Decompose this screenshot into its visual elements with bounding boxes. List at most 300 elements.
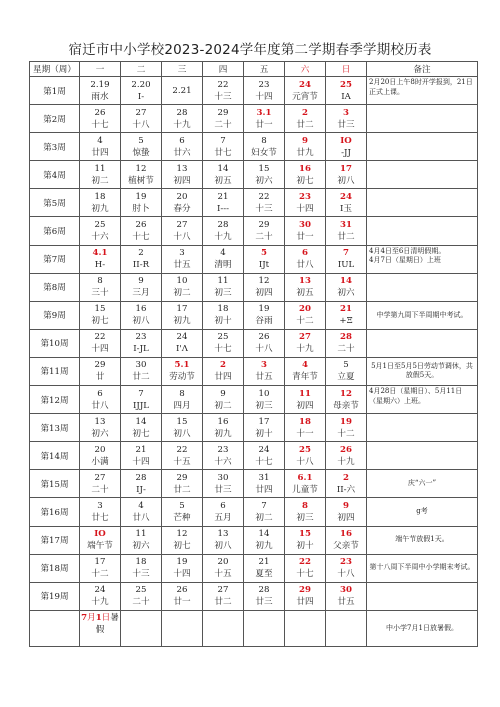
day-cell (162, 301, 203, 329)
day-lunar: 廿一 (296, 232, 314, 243)
day-date: 25 (340, 79, 352, 90)
day-date: 19 (176, 557, 188, 568)
day-lunar: 十四 (255, 91, 273, 102)
day-cell (80, 301, 121, 329)
day-date: 26 (176, 585, 188, 596)
day-lunar: 初二 (173, 288, 191, 299)
day-lunar: 劳动节 (169, 372, 195, 383)
day-cell (244, 133, 285, 161)
day-date: 24 (258, 444, 270, 455)
day-date: 15 (258, 163, 270, 174)
note-cell (367, 582, 478, 610)
day-lunar: 十三 (214, 91, 232, 102)
day-cell (285, 610, 326, 646)
day-date: 11 (299, 388, 311, 399)
day-date (81, 613, 110, 623)
day-date: 30 (217, 472, 229, 483)
day-lunar: 十七 (91, 119, 109, 130)
note-cell (367, 470, 478, 498)
day-cell (326, 554, 367, 582)
day-date: 8 (97, 276, 103, 287)
day-lunar: 初八 (337, 175, 355, 186)
day-lunar: 夏至 (255, 569, 273, 580)
note-text: 5月1日至5月5日劳动节调休，共放假5天。 (371, 361, 473, 380)
day-cell (121, 105, 162, 133)
day-date: 14 (340, 276, 352, 287)
day-lunar: 初七 (132, 428, 150, 439)
day-date: 29 (94, 360, 106, 371)
day-lunar: 芒种 (173, 512, 191, 523)
day-cell (285, 329, 326, 357)
day-cell (326, 414, 367, 442)
day-cell (80, 161, 121, 189)
day-lunar: 十四 (296, 203, 314, 214)
day-lunar: 十六 (214, 456, 232, 467)
day-date: 14 (135, 416, 147, 427)
day-lunar: -JJ (341, 147, 351, 158)
day-date: 3.1 (256, 107, 272, 118)
day-date: 13 (176, 163, 188, 174)
day-cell (121, 217, 162, 245)
day-lunar: 廿八 (132, 512, 150, 523)
header-mon: 一 (80, 62, 121, 77)
note-cell (367, 273, 478, 301)
day-cell (285, 554, 326, 582)
day-cell (80, 77, 121, 105)
day-date: 22 (176, 444, 188, 455)
day-lunar: 廿 (95, 372, 105, 383)
day-cell (80, 273, 121, 301)
day-date: 29 (217, 107, 229, 118)
day-cell (80, 414, 121, 442)
note-text: 4月7日（星期日）上班 (369, 256, 441, 265)
day-lunar: 十七 (132, 232, 150, 243)
day-lunar: 廿二 (337, 232, 355, 243)
day-lunar: 初六 (132, 541, 150, 552)
note-cell (367, 189, 478, 217)
day-lunar: IJ- (136, 484, 146, 495)
day-cell (203, 470, 244, 498)
day-lunar: 廿二 (296, 119, 314, 130)
day-date: 16 (299, 163, 311, 174)
day-lunar: I'Λ (176, 344, 188, 355)
day-date: 12 (258, 276, 270, 287)
day-cell (244, 610, 285, 646)
day-cell (285, 442, 326, 470)
day-date: 11 (217, 276, 229, 287)
header-tue: 二 (121, 62, 162, 77)
day-lunar: 青年节 (292, 372, 318, 383)
day-lunar: 十九 (214, 232, 232, 243)
day-date: 20 (299, 304, 311, 315)
week-label: 第4周 (30, 161, 80, 189)
day-cell (326, 526, 367, 554)
note-text: 2月20日上午8时开学报到，21日正式上课。 (369, 78, 473, 96)
header-notes: 备注 (367, 62, 478, 77)
day-cell (121, 357, 162, 385)
day-cell (162, 189, 203, 217)
day-date: 30 (135, 360, 147, 371)
day-lunar: 初八 (173, 428, 191, 439)
day-cell (162, 526, 203, 554)
day-cell (244, 414, 285, 442)
day-date: 25 (135, 585, 147, 596)
day-cell (244, 329, 285, 357)
day-lunar: 廿四 (214, 372, 232, 383)
week-row (30, 386, 478, 414)
week-label: 第12周 (30, 386, 80, 414)
day-date: 21 (258, 557, 270, 568)
day-cell (80, 526, 121, 554)
note-cell (367, 133, 478, 161)
day-date: 5 (179, 500, 185, 511)
day-date: 17 (176, 304, 188, 315)
day-cell (162, 442, 203, 470)
day-date: 2.21 (172, 85, 192, 96)
day-lunar: I-JL (133, 344, 149, 355)
day-lunar: 十五 (214, 569, 232, 580)
day-cell (80, 105, 121, 133)
week-label: 第10周 (30, 329, 80, 357)
day-lunar: II-六 (336, 484, 356, 495)
day-lunar: 廿九 (296, 147, 314, 158)
day-cell (326, 470, 367, 498)
day-date: 28 (176, 107, 188, 118)
day-cell (162, 414, 203, 442)
note-cell (367, 526, 478, 554)
day-lunar: 植树节 (128, 175, 154, 186)
day-date: 28 (217, 220, 229, 231)
day-date: 6 (97, 388, 103, 399)
day-date: 29 (176, 472, 188, 483)
day-date: 22 (299, 557, 311, 568)
day-lunar: 初九 (214, 428, 232, 439)
day-date: 24 (340, 191, 352, 202)
day-lunar: 惊蛰 (132, 147, 150, 158)
note-text: g考 (416, 507, 428, 516)
day-cell (285, 526, 326, 554)
day-date: 24 (299, 79, 311, 90)
note-cell (367, 77, 478, 105)
day-lunar: 初十 (296, 541, 314, 552)
day-cell (162, 77, 203, 105)
day-cell (326, 189, 367, 217)
day-date: 19 (258, 304, 270, 315)
day-date: 18 (299, 416, 311, 427)
day-date: 27 (135, 107, 147, 118)
day-cell (203, 414, 244, 442)
day-lunar: 三月 (132, 288, 150, 299)
day-cell (121, 189, 162, 217)
day-date: 15 (176, 416, 188, 427)
day-date: 7 (261, 500, 267, 511)
day-cell (285, 301, 326, 329)
week-label: 第14周 (30, 442, 80, 470)
day-date: 26 (340, 444, 352, 455)
note-text: 4月28日（星期日）、5月11日（星期六）上班。 (369, 387, 463, 405)
day-date: 25 (299, 444, 311, 455)
day-lunar: 二十 (255, 232, 273, 243)
day-lunar: 廿七 (91, 512, 109, 523)
day-lunar: 廿一 (255, 119, 273, 130)
day-cell (326, 582, 367, 610)
day-lunar: IA (341, 91, 351, 102)
day-lunar: 初五 (214, 175, 232, 186)
day-date: 28 (340, 332, 352, 343)
day-date: 23 (135, 332, 147, 343)
day-lunar: I- (137, 91, 145, 102)
week-row (30, 526, 478, 554)
day-cell (244, 77, 285, 105)
day-date: 2.19 (90, 79, 110, 90)
day-date: 27 (299, 332, 311, 343)
day-lunar: 廿四 (255, 484, 273, 495)
day-cell (244, 386, 285, 414)
day-cell (326, 301, 367, 329)
day-date: 27 (217, 585, 229, 596)
day-cell (162, 582, 203, 610)
day-lunar: 十二 (91, 569, 109, 580)
day-lunar: 廿七 (214, 147, 232, 158)
day-date: 3 (261, 360, 267, 371)
day-cell (203, 442, 244, 470)
day-lunar: 十七 (255, 456, 273, 467)
week-row (30, 498, 478, 526)
note-text: 端午节放假1天。 (395, 535, 449, 544)
week-label: 第7周 (30, 245, 80, 273)
day-lunar: IJJL (133, 400, 149, 411)
day-lunar: 十七 (296, 569, 314, 580)
day-cell (121, 414, 162, 442)
day-cell (203, 386, 244, 414)
day-cell (80, 245, 121, 273)
day-cell (285, 189, 326, 217)
day-cell (244, 217, 285, 245)
week-label: 第5周 (30, 189, 80, 217)
note-cell (367, 386, 478, 414)
day-lunar: 廿二 (214, 597, 232, 608)
day-lunar: 雨水 (91, 91, 109, 102)
header-row (30, 62, 478, 77)
day-date: 31 (340, 220, 352, 231)
day-date: 4 (97, 135, 103, 146)
day-lunar: 初六 (91, 428, 109, 439)
day-date: 2 (138, 248, 144, 259)
day-cell (203, 161, 244, 189)
day-lunar: 谷雨 (255, 316, 273, 327)
day-cell (244, 526, 285, 554)
day-cell (162, 133, 203, 161)
day-lunar: 十四 (91, 344, 109, 355)
day-cell (326, 273, 367, 301)
day-lunar: 妇女节 (251, 147, 277, 158)
day-lunar: 初二 (91, 175, 109, 186)
day-lunar: 初四 (173, 175, 191, 186)
day-date: 17 (340, 163, 352, 174)
day-date: 19 (135, 191, 147, 202)
week-row (30, 77, 478, 105)
day-date: 16 (135, 304, 147, 315)
day-date: 8 (179, 388, 185, 399)
day-cell (203, 498, 244, 526)
day-date: 16 (217, 416, 229, 427)
day-lunar: 初三 (296, 512, 314, 523)
day-cell (326, 386, 367, 414)
day-cell (326, 498, 367, 526)
day-cell (203, 301, 244, 329)
note-cell (367, 105, 478, 133)
day-date: 6 (179, 135, 185, 146)
day-cell (121, 245, 162, 273)
day-lunar: 十八 (337, 569, 355, 580)
day-cell (121, 77, 162, 105)
note-cell (367, 442, 478, 470)
note-cell (367, 414, 478, 442)
day-lunar: 十三 (132, 569, 150, 580)
day-date: 20 (217, 557, 229, 568)
day-date: 17 (258, 416, 270, 427)
day-lunar: 二十 (91, 484, 109, 495)
day-date: 5.1 (174, 360, 190, 371)
week-row (30, 357, 478, 385)
day-cell (244, 582, 285, 610)
day-lunar: IJt (258, 260, 270, 271)
day-date: 8 (261, 135, 267, 146)
note-cell (367, 161, 478, 189)
day-lunar: 儿童节 (292, 484, 318, 495)
day-lunar: 十八 (296, 456, 314, 467)
day-cell (285, 386, 326, 414)
calendar-table (29, 61, 478, 647)
week-row (30, 189, 478, 217)
day-date: 23 (217, 444, 229, 455)
day-cell (285, 77, 326, 105)
day-date: 26 (94, 107, 106, 118)
day-lunar: 廿二 (173, 484, 191, 495)
day-lunar: 十九 (296, 344, 314, 355)
day-date: 23 (258, 79, 270, 90)
day-lunar: 十七 (214, 344, 232, 355)
day-lunar: 十三 (255, 203, 273, 214)
day-cell (80, 554, 121, 582)
week-row (30, 554, 478, 582)
final-row (30, 610, 478, 646)
day-cell (285, 582, 326, 610)
day-cell (121, 386, 162, 414)
note-text: 庆“六一” (407, 479, 437, 488)
day-lunar: 元宵节 (292, 91, 318, 102)
day-cell (162, 105, 203, 133)
day-cell (203, 554, 244, 582)
day-lunar: 十九 (91, 597, 109, 608)
day-date: 28 (135, 472, 147, 483)
day-date: 6 (302, 248, 308, 259)
day-cell (121, 442, 162, 470)
week-label: 第1周 (30, 77, 80, 105)
day-cell (285, 161, 326, 189)
day-lunar: 初十 (255, 428, 273, 439)
day-cell (203, 245, 244, 273)
week-row (30, 273, 478, 301)
day-lunar: 初七 (91, 316, 109, 327)
day-cell (326, 245, 367, 273)
day-cell (244, 105, 285, 133)
calendar-body (30, 77, 478, 647)
day-lunar: 端午节 (87, 541, 113, 552)
day-cell (203, 357, 244, 385)
note-cell (367, 357, 478, 385)
day-cell (285, 273, 326, 301)
week-row (30, 245, 478, 273)
day-lunar: 清明 (214, 260, 232, 271)
date-day: 1 (95, 612, 102, 623)
day-date: 6.1 (297, 472, 313, 483)
day-cell (285, 357, 326, 385)
week-row (30, 301, 478, 329)
day-cell (80, 442, 121, 470)
day-cell (203, 189, 244, 217)
day-cell (80, 470, 121, 498)
day-lunar: 廿三 (214, 484, 232, 495)
day-lunar: 十六 (91, 232, 109, 243)
day-date: 23 (299, 191, 311, 202)
day-cell (203, 105, 244, 133)
note-cell (367, 329, 478, 357)
day-lunar: 初二 (255, 512, 273, 523)
day-cell (326, 442, 367, 470)
day-cell (121, 610, 162, 646)
day-cell (162, 217, 203, 245)
day-lunar: 十八 (255, 344, 273, 355)
day-lunar: 初六 (337, 288, 355, 299)
day-lunar: 初三 (214, 288, 232, 299)
week-label: 第6周 (30, 217, 80, 245)
day-cell (326, 217, 367, 245)
day-lunar: 父亲节 (333, 541, 359, 552)
day-cell (80, 189, 121, 217)
day-lunar: 五月 (214, 512, 232, 523)
day-cell (326, 105, 367, 133)
week-row (30, 414, 478, 442)
week-row (30, 217, 478, 245)
day-cell (244, 554, 285, 582)
day-lunar: 廿三 (337, 119, 355, 130)
day-date: 22 (94, 332, 106, 343)
day-lunar: 初四 (255, 288, 273, 299)
week-label: 第2周 (30, 105, 80, 133)
day-cell (162, 273, 203, 301)
day-date: 3 (97, 500, 103, 511)
day-date: 29 (299, 585, 311, 596)
day-date: 24 (94, 585, 106, 596)
day-cell (80, 498, 121, 526)
note-text: 第十八周下半周中小学期末考试。 (369, 563, 475, 572)
week-label: 第16周 (30, 498, 80, 526)
day-cell (285, 133, 326, 161)
day-cell (244, 273, 285, 301)
day-lunar: 初八 (214, 541, 232, 552)
day-cell (203, 526, 244, 554)
day-lunar: IUL (337, 260, 355, 271)
note-cell (367, 498, 478, 526)
note-cell (367, 610, 478, 646)
day-cell (244, 470, 285, 498)
day-cell (285, 470, 326, 498)
day-cell (162, 554, 203, 582)
day-cell (162, 498, 203, 526)
note-text: 中小学7月1日放暑假。 (386, 623, 458, 632)
day-cell (244, 161, 285, 189)
